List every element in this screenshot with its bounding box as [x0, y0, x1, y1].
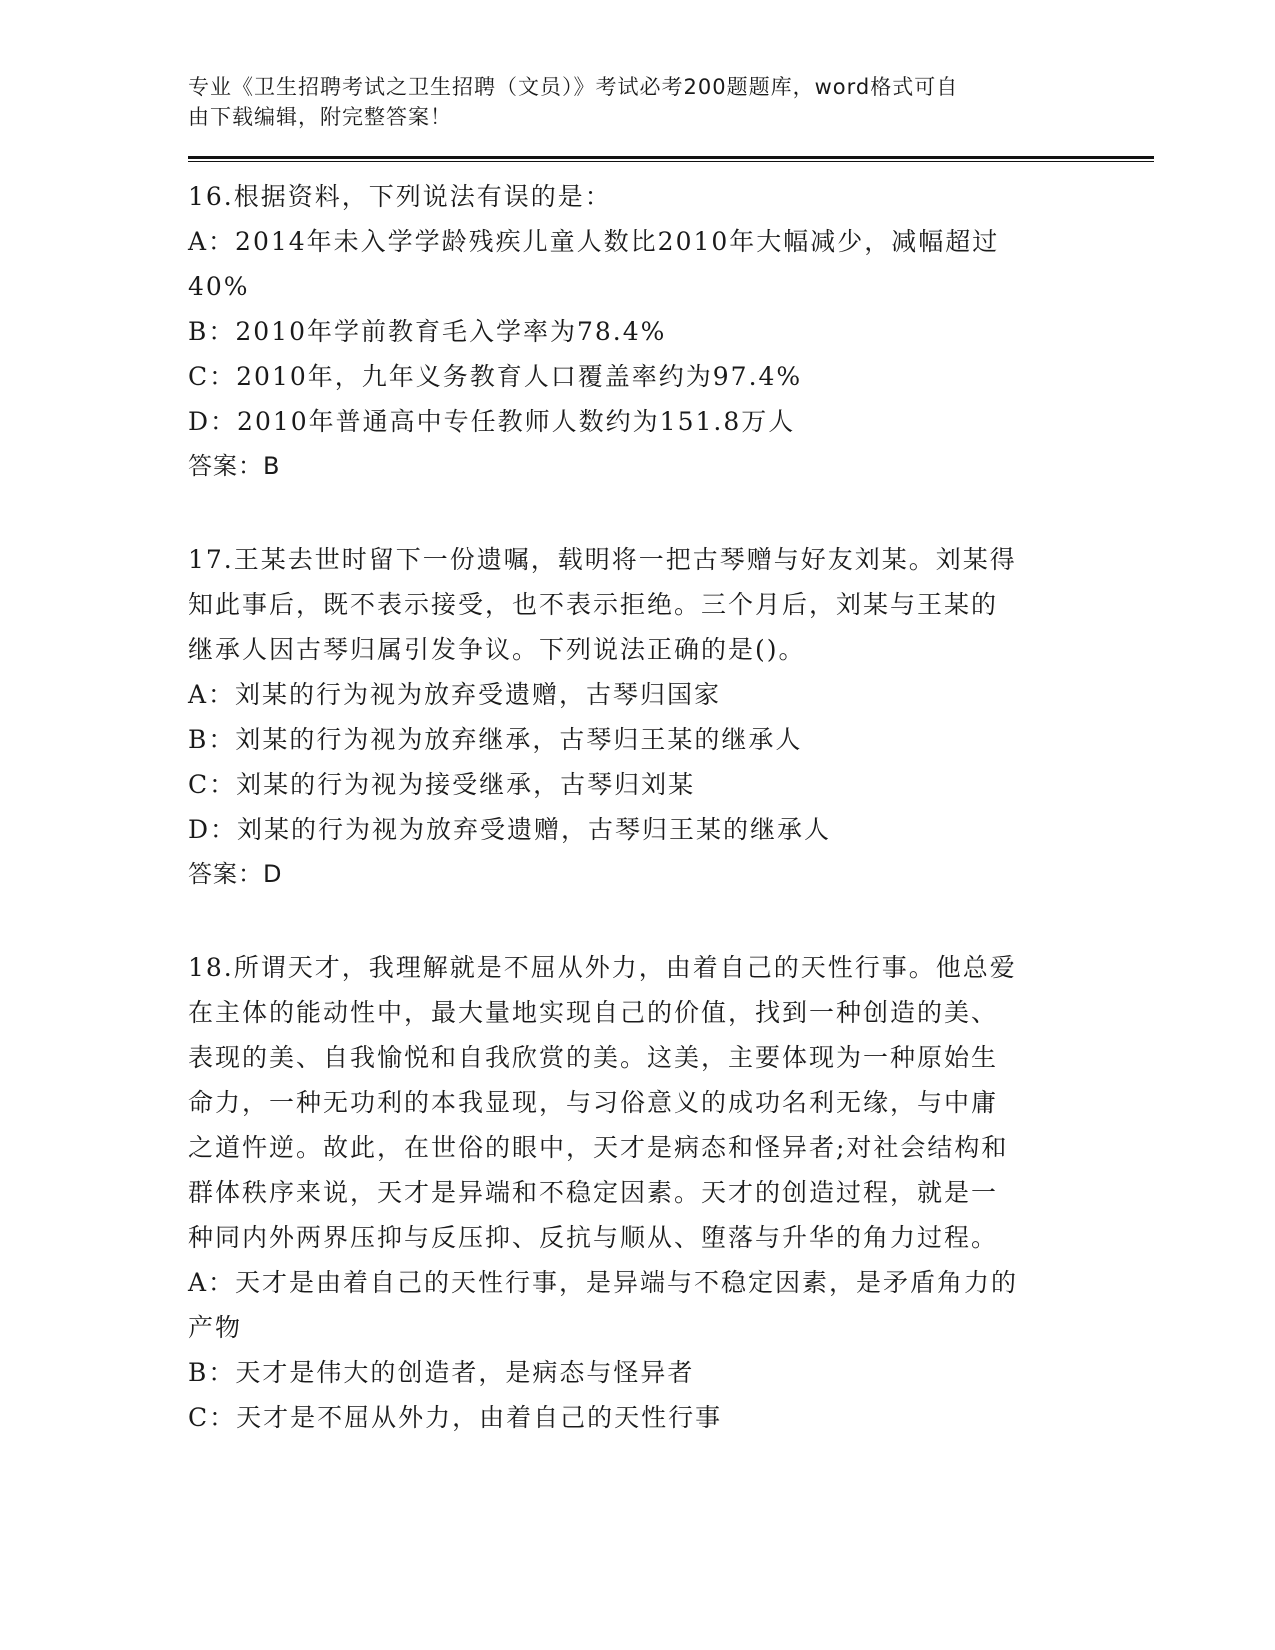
header-line-2: 由下载编辑，附完整答案！ [188, 105, 452, 129]
question-text-line-5: 之道忤逆。故此，在世俗的眼中，天才是病态和怪异者;对社会结构和 [188, 1133, 1009, 1162]
answer: 答案：D [188, 860, 283, 888]
header-line-1: 专业《卫生招聘考试之卫生招聘（文员）》考试必考200题题库，word格式可自 [188, 75, 959, 99]
answer: 答案：B [188, 452, 281, 480]
option-a: A：天才是由着自己的天性行事，是异端与不稳定因素，是矛盾角力的 [188, 1268, 1019, 1297]
question-17 [188, 537, 1148, 897]
header-divider [188, 156, 1154, 162]
option-b: B：刘某的行为视为放弃继承，古琴归王某的继承人 [188, 725, 803, 754]
document-page [188, 0, 1148, 1440]
option-b: B：天才是伟大的创造者，是病态与怪异者 [188, 1358, 695, 1387]
divider-thick-line [188, 156, 1154, 159]
divider-thin-line [188, 161, 1154, 162]
question-text-line-3: 表现的美、自我愉悦和自我欣赏的美。这美，主要体现为一种原始生 [188, 1043, 999, 1072]
option-d: D：2010年普通高中专任教师人数约为151.8万人 [188, 407, 796, 436]
question-list [188, 174, 1148, 1440]
option-a: A：刘某的行为视为放弃受遗赠，古琴归国家 [188, 680, 722, 709]
question-text: 16.根据资料，下列说法有误的是： [188, 182, 612, 211]
question-text-line-2: 知此事后，既不表示接受，也不表示拒绝。三个月后，刘某与王某的 [188, 590, 999, 619]
option-d: D：刘某的行为视为放弃受遗赠，古琴归王某的继承人 [188, 815, 832, 844]
option-a: A：2014年未入学学龄残疾儿童人数比2010年大幅减少，减幅超过 [188, 227, 1000, 256]
question-16 [188, 174, 1148, 489]
option-a-continued: 40% [188, 272, 250, 301]
question-text-line-1: 18.所谓天才，我理解就是不屈从外力，由着自己的天性行事。他总爱 [188, 953, 1017, 982]
question-18 [188, 945, 1148, 1440]
question-text-line-4: 命力，一种无功利的本我显现，与习俗意义的成功名利无缘，与中庸 [188, 1088, 999, 1117]
question-text-line-1: 17.王某去世时留下一份遗嘱，载明将一把古琴赠与好友刘某。刘某得 [188, 545, 1017, 574]
question-text-line-2: 在主体的能动性中，最大量地实现自己的价值，找到一种创造的美、 [188, 998, 999, 1027]
document-header [188, 72, 1068, 132]
option-c: C：刘某的行为视为接受继承，古琴归刘某 [188, 770, 696, 799]
question-spacer [188, 897, 1148, 945]
option-c: C：天才是不屈从外力，由着自己的天性行事 [188, 1403, 723, 1432]
question-text-line-3: 继承人因古琴归属引发争议。下列说法正确的是()。 [188, 635, 806, 664]
question-text-line-7: 种同内外两界压抑与反压抑、反抗与顺从、堕落与升华的角力过程。 [188, 1223, 999, 1252]
question-text-line-6: 群体秩序来说，天才是异端和不稳定因素。天才的创造过程，就是一 [188, 1178, 999, 1207]
option-b: B：2010年学前教育毛入学率为78.4% [188, 317, 667, 346]
option-a-continued: 产物 [188, 1313, 243, 1342]
option-c: C：2010年，九年义务教育人口覆盖率约为97.4% [188, 362, 803, 391]
question-spacer [188, 489, 1148, 537]
